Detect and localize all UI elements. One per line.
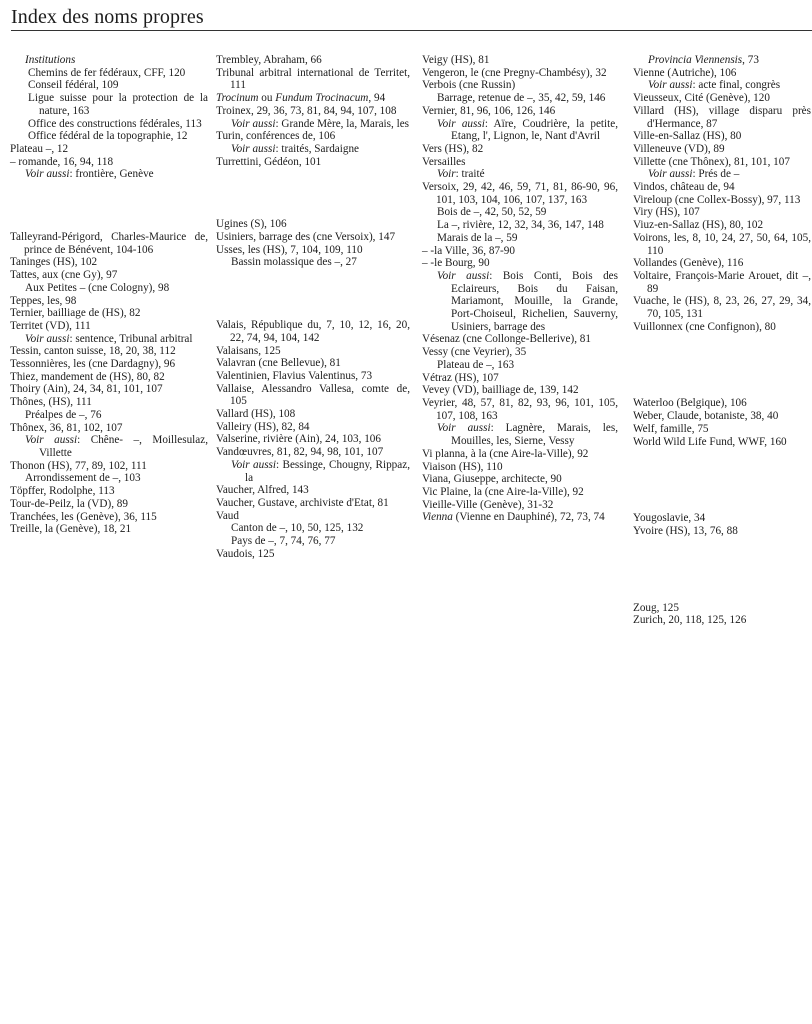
index-subentry [10,282,208,295]
entry-text: Villard (HS), village disparu près d'Hermance, 87 [633,104,811,130]
index-entry [216,357,410,370]
index-subentry [216,118,410,131]
entry-text: Usses, les (HS), 7, 104, 109, 110 [216,243,363,256]
entry-text: Vieusseux, Cité (Genève), 120 [633,92,770,105]
index-subentry [10,79,208,92]
index-entry [216,383,410,408]
index-entry [633,321,811,334]
index-entry [10,383,208,396]
entry-text: Tour-de-Peilz, la (VD), 89 [10,497,128,510]
entry-text: Zurich, 20, 118, 125, 126 [633,614,747,627]
index-entry [10,345,208,358]
index-entry [216,370,410,383]
entry-text: Tessin, canton suisse, 18, 20, 38, 112 [10,345,176,358]
index-subentry [422,270,618,334]
index-entry [422,143,618,156]
entry-text: Welf, famille, 75 [633,422,709,435]
index-entry [216,244,410,257]
entry-text-italic: Vienna [422,511,453,524]
entry-text: Valavran (cne Bellevue), 81 [216,357,341,370]
entry-text: Valaisans, 125 [216,344,281,357]
entry-text: Vengeron, le (cne Pregny-Chambésy), 32 [422,66,607,79]
index-entry [10,485,208,498]
index-entry [422,333,618,346]
entry-text: Vallaise, Alessandro Vallesa, comte de, 105 [216,382,410,408]
entry-text: ou [258,92,276,105]
index-entry [216,218,410,231]
section-gap [216,269,410,319]
index-entry [216,421,410,434]
entry-text-italic: Voir aussi [25,434,78,447]
entry-text-italic: Voir aussi [648,79,693,92]
index-entry [10,422,208,435]
entry-text: Veyrier, 48, 57, 81, 82, 93, 96, 101, 105, 107, 108, 163 [422,396,618,422]
index-entry [633,130,811,143]
entry-text: Voltaire, François-Marie Arouet, dit –, 89 [633,269,811,295]
index-entry [422,448,618,461]
entry-text: Weber, Claude, botaniste, 38, 40 [633,410,779,423]
index-entry [422,245,618,258]
index-entry [10,307,208,320]
section-gap [633,448,811,512]
entry-text-italic: Voir aussi [231,142,276,155]
entry-text: Waterloo (Belgique), 106 [633,397,747,410]
entry-text-italic: Institutions [25,54,76,66]
index-subentry [10,409,208,422]
entry-text: Tranchées, les (Genève), 36, 115 [10,510,157,523]
entry-text: Veigy (HS), 81 [422,54,490,66]
entry-text: Vessy (cne Veyrier), 35 [422,346,527,359]
entry-text-italic: Fundum Trocinacum [275,92,369,105]
entry-text: Töpffer, Rodolphe, 113 [10,485,115,498]
entry-text: Vaucher, Gustave, archiviste d'Etat, 81 [216,496,389,509]
index-subentry [10,472,208,485]
entry-text: Ligue suisse pour la protection de la nature, 163 [28,92,208,117]
entry-text: Bois de –, 42, 50, 52, 59 [437,206,547,219]
entry-text: Verbois (cne Russin) [422,79,516,92]
entry-text: : Bois Conti, Bois des Eclaireurs, Bois du Faisan, Mariamont, Mouille, la Grande, Port-Choiseul, Richelien, Sauverny, Usiniers, barrage des [451,269,618,333]
index-entry [10,358,208,371]
entry-text: Vers (HS), 82 [422,142,484,155]
section-gap [633,538,811,602]
index-entry [216,510,410,523]
index-entry [633,436,811,449]
index-entry [216,105,410,118]
index-entry [633,67,811,80]
index-entry [422,511,618,524]
entry-text: Vaud [216,509,239,522]
entry-text: Ternier, bailliage de (HS), 82 [10,307,141,320]
entry-text-italic: Voir aussi [437,117,485,130]
index-entry [10,523,208,536]
entry-text: : Lagnère, Marais, les, Mouilles, les, Sierne, Vessy [451,422,618,448]
entry-text: : Bessinge, Chougny, Rippaz, la [245,458,410,484]
entry-text: – romande, 16, 94, 118 [10,155,114,168]
entry-text-italic: Provincia Viennensis [648,54,743,66]
entry-text-italic: Voir aussi [231,117,276,130]
entry-text: Vétraz (HS), 107 [422,371,499,384]
index-entry [633,602,811,615]
entry-text: Vieille-Ville (Genève), 31-32 [422,498,554,511]
title-rule [11,30,812,31]
index-subentry [422,219,618,232]
index-subentry [633,168,811,181]
entry-text: – -la Ville, 36, 87-90 [422,244,515,257]
index-entry [422,156,618,169]
index-entry [422,372,618,385]
index-entry [216,497,410,510]
index-entry [216,433,410,446]
entry-text: Yougoslavie, 34 [633,512,706,525]
entry-text-italic: Voir aussi [25,168,70,181]
index-entry [422,54,618,67]
entry-text: Thoiry (Ain), 24, 34, 81, 101, 107 [10,383,163,396]
entry-text: Vandœuvres, 81, 82, 94, 98, 101, 107 [216,446,384,459]
index-entry [422,397,618,422]
index-entry [216,408,410,421]
entry-text: Vuache, le (HS), 8, 23, 26, 27, 29, 34, 70, 105, 131 [633,295,811,321]
index-entry [633,219,811,232]
index-entry [633,397,811,410]
entry-text: Turin, conférences de, 106 [216,130,336,143]
entry-text: Préalpes de –, 76 [25,408,102,421]
index-entry [633,92,811,105]
index-entry [633,512,811,525]
entry-text: Villeneuve (VD), 89 [633,142,725,155]
index-entry [422,79,618,92]
entry-text: Thônex, 36, 81, 102, 107 [10,421,123,434]
index-entry [216,484,410,497]
index-subentry [10,92,208,117]
index-entry [216,54,410,67]
entry-text: Arrondissement de –, 103 [25,472,141,485]
entry-text: Thonon (HS), 77, 89, 102, 111 [10,459,147,472]
index-entry [10,460,208,473]
entry-text: Canton de –, 10, 50, 125, 132 [231,522,364,535]
index-entry [216,319,410,344]
index-entry [633,410,811,423]
index-entry [10,156,208,169]
entry-text: Vollandes (Genève), 116 [633,257,744,270]
index-entry [216,231,410,244]
entry-text-italic: Voir aussi [648,168,693,181]
entry-text: Thônes, (HS), 111 [10,396,92,409]
entry-text: : Aïre, Coudrière, la petite, Etang, l', Lignon, le, Nant d'Avril [451,117,618,143]
entry-text: Vallard (HS), 108 [216,408,296,421]
index-subentry [10,118,208,131]
index-subentry [216,143,410,156]
entry-text: : frontière, Genève [69,168,154,181]
index-entry [216,67,410,92]
index-column-4 [633,54,811,627]
index-entry [422,181,618,206]
entry-text: Teppes, les, 98 [10,294,77,307]
entry-text: Valleiry (HS), 82, 84 [216,420,310,433]
entry-text: Vaudois, 125 [216,547,275,560]
entry-text: : traité [455,168,485,181]
index-entry [10,231,208,256]
entry-text: Treille, la (Genève), 18, 21 [10,523,132,536]
entry-text: Plateau –, 12 [10,142,69,155]
entry-text: : Prés de – [692,168,740,181]
entry-text: Valentinien, Flavius Valentinus, 73 [216,369,373,382]
entry-text: – -le Bourg, 90 [422,257,490,270]
index-subentry [422,206,618,219]
index-entry [633,525,811,538]
entry-text: Marais de la –, 59 [437,231,518,244]
section-gap [10,181,208,231]
entry-text: Versailles [422,155,466,168]
index-entry [633,156,811,169]
index-entry [216,156,410,169]
index-subentry [10,54,208,67]
entry-text: , 94 [368,92,386,105]
index-entry [633,295,811,320]
entry-text: Conseil fédéral, 109 [28,79,119,92]
entry-text: (Vienne en Dauphiné), 72, 73, 74 [452,511,605,524]
index-entry [422,384,618,397]
index-entry [422,486,618,499]
index-subentry [422,92,618,105]
entry-text: Vaucher, Alfred, 143 [216,484,309,497]
index-entry [10,371,208,384]
index-subentry [216,256,410,269]
index-entry [10,511,208,524]
entry-text: : Chêne- –, Moillesulaz, Villette [39,434,209,459]
entry-text: Versoix, 29, 42, 46, 59, 71, 81, 86-90, 96, 101, 103, 104, 106, 107, 137, 163 [422,181,618,206]
index-subentry [216,459,410,484]
index-entry [10,256,208,269]
section-gap [216,168,410,218]
index-subentry [422,422,618,447]
index-entry [10,320,208,333]
index-entry [633,257,811,270]
entry-text: Ville-en-Sallaz (HS), 80 [633,130,742,143]
entry-text: Vienne (Autriche), 106 [633,66,737,79]
entry-text-italic: Voir [437,168,456,181]
entry-text: Usiniers, barrage des (cne Versoix), 147 [216,231,396,244]
entry-text: La –, rivière, 12, 32, 34, 36, 147, 148 [437,219,604,232]
entry-text: Barrage, retenue de –, 35, 42, 59, 146 [437,92,606,105]
index-entry [633,194,811,207]
entry-text: : acte final, congrès [692,79,781,92]
entry-text: Talleyrand-Périgord, Charles-Maurice de, prince de Bénévent, 104-106 [10,231,208,256]
entry-text: Valserine, rivière (Ain), 24, 103, 106 [216,433,381,446]
index-entry [216,446,410,459]
entry-text: : sentence, Tribunal arbitral [69,332,193,345]
index-entry [633,232,811,257]
index-subentry [422,118,618,143]
index-entry [10,143,208,156]
entry-text-italic: Trocinum [216,92,259,105]
index-entry [633,270,811,295]
index-entry [216,92,410,105]
index-entry [422,473,618,486]
index-subentry [10,168,208,181]
entry-text: Villette (cne Thônex), 81, 101, 107 [633,155,790,168]
entry-text: Viry (HS), 107 [633,206,700,219]
index-entry [216,345,410,358]
index-subentry [633,54,811,67]
index-entry [10,498,208,511]
entry-text: Plateau de –, 163 [437,358,515,371]
index-subentry [216,535,410,548]
entry-text: World Wild Life Fund, WWF, 160 [633,435,787,448]
entry-text: Yvoire (HS), 13, 76, 88 [633,524,738,537]
index-subentry [216,522,410,535]
section-gap [633,333,811,397]
entry-text: Pays de –, 7, 74, 76, 77 [231,535,336,548]
index-column-1 [10,54,208,536]
entry-text: Aux Petites – (cne Cologny), 98 [25,281,170,294]
index-entry [10,295,208,308]
entry-text: Tattes, aux (cne Gy), 97 [10,269,118,282]
entry-text: Tessonnières, les (cne Dardagny), 96 [10,358,176,371]
index-subentry [422,232,618,245]
entry-text-italic: Voir aussi [231,458,277,471]
index-entry [633,423,811,436]
entry-text: Bassin molassique des –, 27 [231,256,357,269]
index-column-3 [422,54,618,524]
entry-text: Office des constructions fédérales, 113 [28,117,202,130]
entry-text: Turrettini, Gédéon, 101 [216,155,322,168]
entry-text: , 73 [742,54,759,66]
entry-text: Vic Plaine, la (cne Aire-la-Ville), 92 [422,485,584,498]
entry-text-italic: Voir aussi [25,332,70,345]
entry-text: Viana, Giuseppe, architecte, 90 [422,473,562,486]
index-entry [10,269,208,282]
entry-text: Troinex, 29, 36, 73, 81, 84, 94, 107, 108 [216,104,397,117]
entry-text: Viaison (HS), 110 [422,460,503,473]
index-entry [216,548,410,561]
entry-text: Vevey (VD), bailliage de, 139, 142 [422,384,579,397]
entry-text: Valais, République du, 7, 10, 12, 16, 20, 22, 74, 94, 104, 142 [216,319,410,344]
entry-text: Chemins de fer fédéraux, CFF, 120 [28,66,186,79]
page-title: Index des noms propres [11,6,204,28]
index-entry [422,105,618,118]
index-entry [633,143,811,156]
index-entry [633,206,811,219]
entry-text: Voirons, les, 8, 10, 24, 27, 50, 64, 105, 110 [633,231,811,257]
index-entry [216,130,410,143]
entry-text: : Grande Mère, la, Marais, les [275,117,410,130]
entry-text: Ugines (S), 106 [216,218,287,231]
entry-text: : traités, Sardaigne [275,142,360,155]
index-subentry [422,359,618,372]
entry-text: Office fédéral de la topographie, 12 [28,130,188,143]
entry-text: Taninges (HS), 102 [10,256,98,269]
index-subentry [10,333,208,346]
index-entry [633,105,811,130]
index-entry [422,257,618,270]
index-entry [633,614,811,627]
index-entry [10,396,208,409]
index-entry [422,499,618,512]
index-subentry [10,434,208,459]
index-entry [422,461,618,474]
index-entry [422,346,618,359]
index-column-2 [216,54,410,561]
entry-text: Vi planna, à la (cne Aire-la-Ville), 92 [422,447,589,460]
entry-text: Vernier, 81, 96, 106, 126, 146 [422,104,556,117]
entry-text: Territet (VD), 111 [10,319,91,332]
index-subentry [10,130,208,143]
index-subentry [10,67,208,80]
entry-text: Vireloup (cne Collex-Bossy), 97, 113 [633,193,801,206]
index-entry [422,67,618,80]
index-entry [633,181,811,194]
entry-text: Vindos, château de, 94 [633,181,735,194]
entry-text-italic: Voir aussi [437,269,490,282]
entry-text: Zoug, 125 [633,601,679,614]
index-subentry [422,168,618,181]
entry-text: Thiez, mandement de (HS), 80, 82 [10,370,165,383]
entry-text: Trembley, Abraham, 66 [216,54,322,66]
entry-text: Tribunal arbitral international de Territet, 111 [216,66,410,92]
index-subentry [633,79,811,92]
entry-text: Vuillonnex (cne Confignon), 80 [633,320,776,333]
entry-text: Viuz-en-Sallaz (HS), 80, 102 [633,219,764,232]
entry-text: Vésenaz (cne Collonge-Bellerive), 81 [422,333,591,346]
entry-text-italic: Voir aussi [437,422,491,435]
